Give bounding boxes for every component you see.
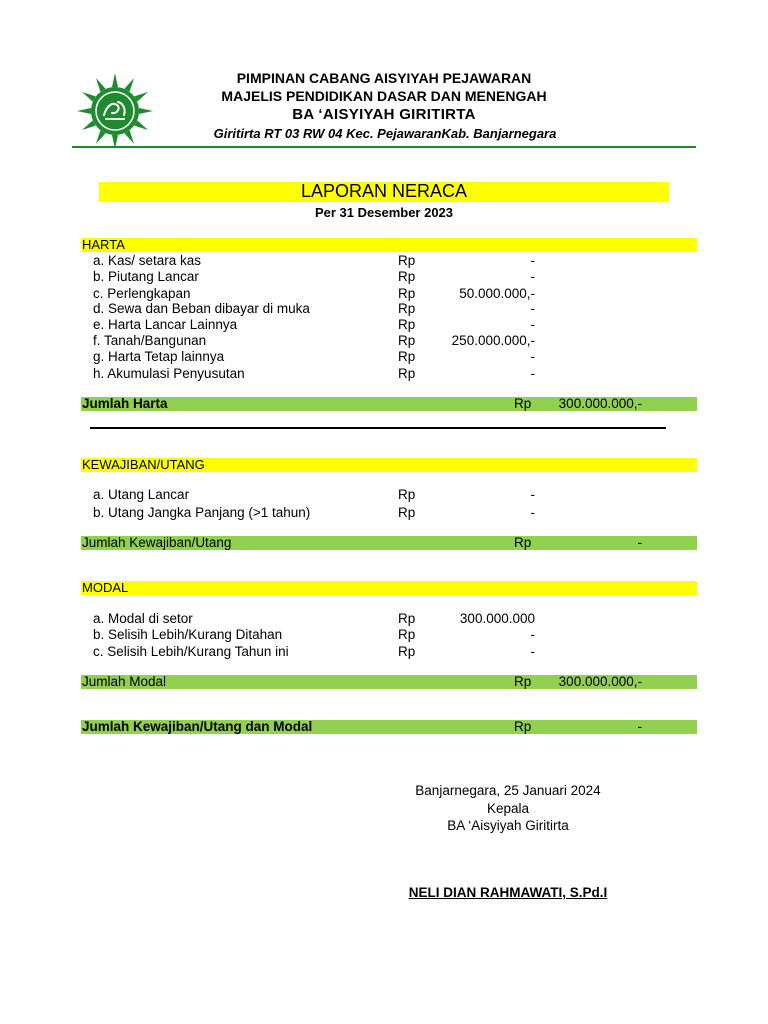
- total-kewajiban: [82, 536, 642, 550]
- row-label: g. Harta Tetap lainnya: [93, 349, 225, 364]
- row-value: -: [530, 269, 535, 284]
- total-currency: Rp: [514, 674, 532, 689]
- total-label: Jumlah Modal: [82, 674, 167, 689]
- section-label-kewajiban: KEWAJIBAN/UTANG: [82, 457, 205, 472]
- total-currency: Rp: [514, 396, 532, 411]
- row-label: h. Akumulasi Penyusutan: [93, 366, 245, 381]
- harta-row: [93, 317, 543, 333]
- harta-row: [93, 349, 543, 365]
- total-value: 300.000.000,-: [558, 396, 642, 411]
- row-currency: Rp: [398, 269, 416, 284]
- row-label: b. Piutang Lancar: [93, 269, 199, 284]
- modal-row: [93, 644, 543, 660]
- row-currency: Rp: [398, 286, 416, 301]
- total-harta: [82, 397, 642, 411]
- section-bar-harta: [81, 238, 697, 252]
- row-label: a. Modal di setor: [93, 611, 193, 626]
- row-currency: Rp: [398, 301, 416, 316]
- harta-row: [93, 366, 543, 382]
- total-label: Jumlah Kewajiban/Utang dan Modal: [82, 719, 313, 734]
- grand-total: [82, 720, 642, 734]
- row-label: b. Utang Jangka Panjang (>1 tahun): [93, 505, 311, 520]
- section-divider: [90, 427, 666, 429]
- signature-position: Kepala: [486, 801, 530, 816]
- row-label: e. Harta Lancar Lainnya: [93, 317, 238, 332]
- total-currency: Rp: [514, 535, 532, 550]
- header-divider: [72, 146, 696, 148]
- section-label-modal: MODAL: [82, 580, 129, 595]
- total-label: Jumlah Harta: [82, 396, 168, 411]
- harta-row: [93, 301, 543, 317]
- total-value: 300.000.000,-: [558, 674, 642, 689]
- row-label: c. Perlengkapan: [93, 286, 191, 301]
- organization-logo: [72, 72, 158, 150]
- total-modal: [82, 675, 642, 689]
- row-currency: Rp: [398, 333, 416, 348]
- kewajiban-row: [93, 487, 543, 503]
- report-date: Per 31 Desember 2023: [314, 205, 454, 220]
- harta-row: [93, 253, 543, 269]
- report-title: LAPORAN NERACA: [300, 181, 468, 201]
- signatory-name: NELI DIAN RAHMAWATI, S.Pd.I: [408, 885, 608, 900]
- row-value: -: [530, 627, 535, 642]
- header-org-line: PIMPINAN CABANG AISYIYAH PEJAWARAN: [236, 70, 532, 86]
- row-value: -: [530, 253, 535, 268]
- row-label: f. Tanah/Bangunan: [93, 333, 207, 348]
- row-currency: Rp: [398, 627, 416, 642]
- row-value: 250.000.000,-: [451, 333, 535, 348]
- row-value: -: [530, 505, 535, 520]
- row-currency: Rp: [398, 505, 416, 520]
- row-currency: Rp: [398, 349, 416, 364]
- kewajiban-row: [93, 505, 543, 521]
- modal-row: [93, 627, 543, 643]
- modal-row: [93, 611, 543, 627]
- row-value: 50.000.000,-: [459, 286, 535, 301]
- header-council-line: MAJELIS PENDIDIKAN DASAR DAN MENENGAH: [221, 88, 547, 104]
- total-value: -: [637, 719, 642, 734]
- row-value: -: [530, 349, 535, 364]
- section-bar-modal: [81, 581, 697, 595]
- row-value: -: [530, 487, 535, 502]
- row-value: -: [530, 301, 535, 316]
- row-value: -: [530, 317, 535, 332]
- row-label: d. Sewa dan Beban dibayar di muka: [93, 301, 310, 316]
- harta-row: [93, 333, 543, 349]
- row-value: 300.000.000: [459, 611, 535, 626]
- row-label: a. Utang Lancar: [93, 487, 190, 502]
- header-address: Giritirta RT 03 RW 04 Kec. PejawaranKab. Banjarnegara: [213, 126, 557, 141]
- row-label: b. Selisih Lebih/Kurang Ditahan: [93, 627, 283, 642]
- row-value: -: [530, 366, 535, 381]
- row-currency: Rp: [398, 253, 416, 268]
- header-school-name: BA ‘AISYIYAH GIRITIRTA: [292, 106, 476, 123]
- row-currency: Rp: [398, 611, 416, 626]
- row-currency: Rp: [398, 317, 416, 332]
- total-value: -: [637, 535, 642, 550]
- total-currency: Rp: [514, 719, 532, 734]
- row-currency: Rp: [398, 487, 416, 502]
- row-currency: Rp: [398, 366, 416, 381]
- row-value: -: [530, 644, 535, 659]
- row-label: a. Kas/ setara kas: [93, 253, 202, 268]
- row-currency: Rp: [398, 644, 416, 659]
- total-label: Jumlah Kewajiban/Utang: [82, 535, 232, 550]
- harta-row: [93, 269, 543, 285]
- harta-row: [93, 286, 543, 302]
- row-label: c. Selisih Lebih/Kurang Tahun ini: [93, 644, 289, 659]
- signature-institution: BA ‘Aisyiyah Giritirta: [447, 818, 569, 833]
- section-label-harta: HARTA: [82, 237, 125, 252]
- signature-place-date: Banjarnegara, 25 Januari 2024: [415, 783, 601, 798]
